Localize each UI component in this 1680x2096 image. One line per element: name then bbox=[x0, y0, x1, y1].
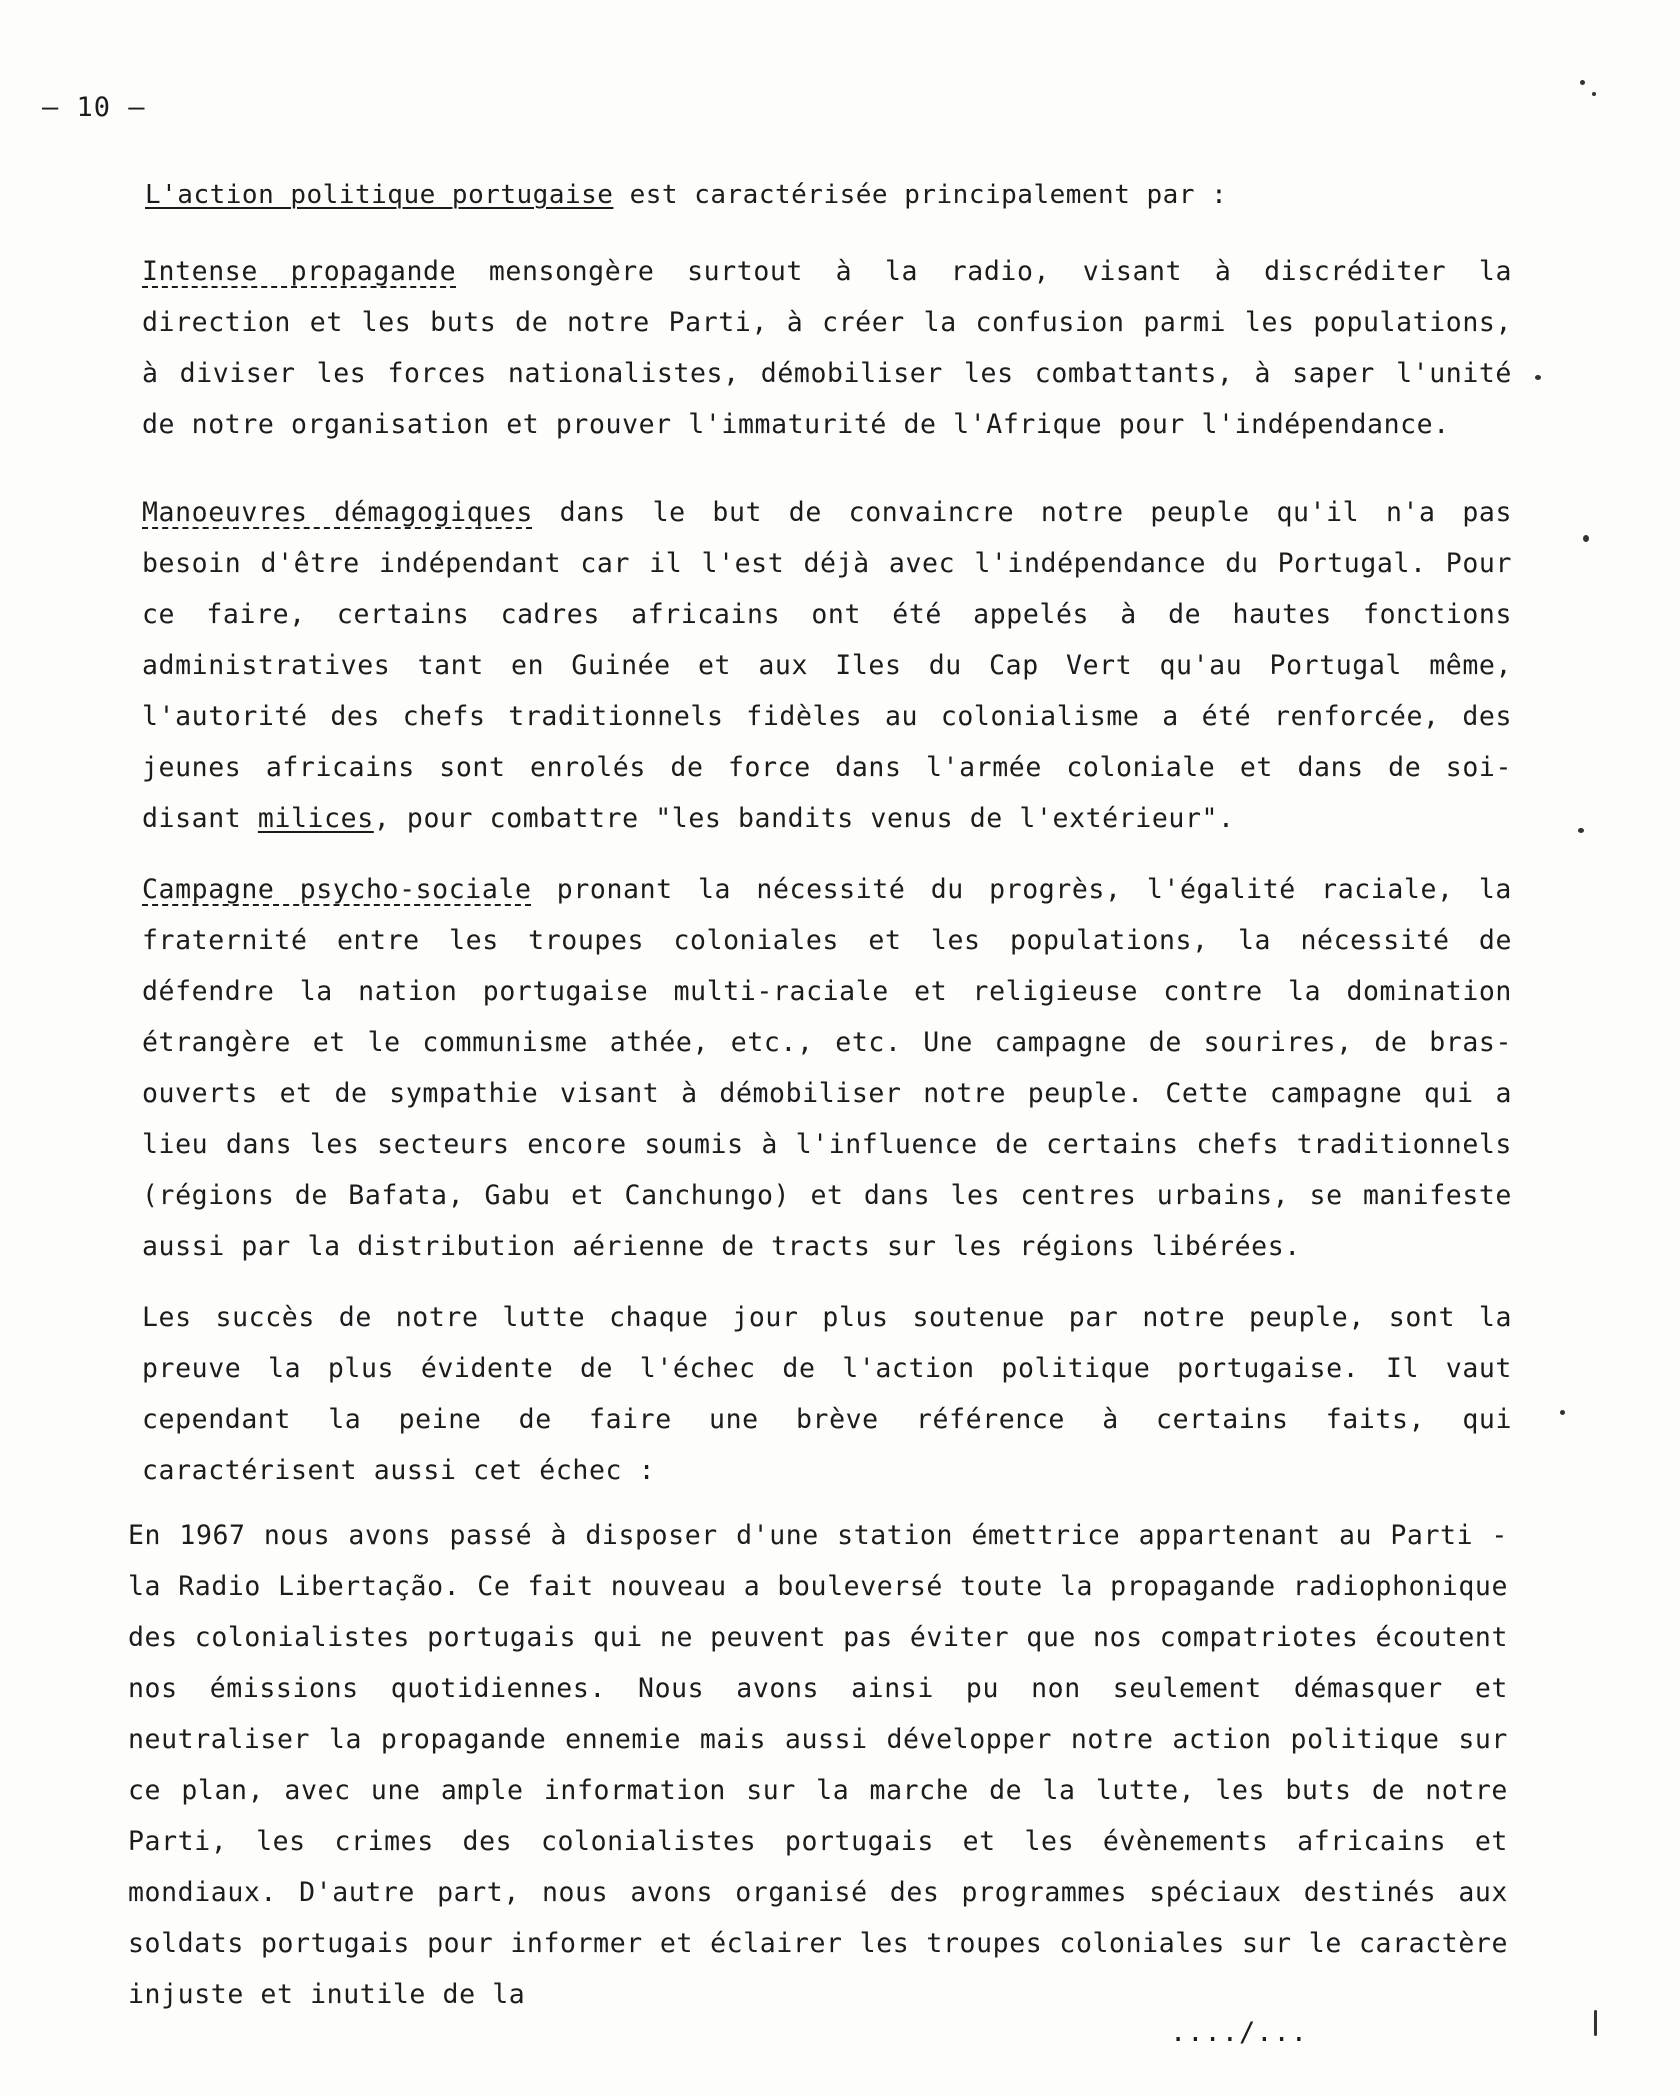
scan-speck bbox=[1578, 828, 1584, 833]
page-number: — 10 — bbox=[42, 92, 146, 123]
scan-speck bbox=[1583, 535, 1589, 542]
section-heading bbox=[145, 180, 1505, 210]
paragraph-text-after: , pour combattre "les bandits venus de l'extérieur". bbox=[373, 803, 1235, 834]
paragraph-text: dans le but de convaincre notre peuple qu'il n'a pas besoin d'être indépendant car il l'est déjà avec l'indépendance du Portugal. Pour ce faire, certains cadres africains ont été appelés à de hautes fonctions administratives tant en Guinée et aux Iles du Cap Vert qu'au Portugal même, l'autorité des chefs traditionnels fidèles au colonialisme a été renforcée, des jeunes africains sont enrolés de force dans l'armée coloniale et dans de soi-disant bbox=[142, 497, 1512, 834]
paragraph-lead: Intense propagande bbox=[142, 256, 457, 287]
paragraph-manoeuvres bbox=[142, 487, 1512, 844]
scan-speck bbox=[1535, 375, 1541, 380]
scan-speck bbox=[1592, 92, 1596, 96]
paragraph-text: En 1967 nous avons passé à disposer d'une station émettrice appartenant au Parti - la Radio Libertação. Ce fait nouveau a bouleversé toute la propagande radiophonique des colonialistes portugais qui ne peuvent pas éviter que nos compatriotes écoutent nos émissions quotidiennes. Nous avons ainsi pu non seulement démasquer et neutraliser la propagande ennemie mais aussi développer notre action politique sur ce plan, avec une ample information sur la marche de la lutte, les buts de notre Parti, les crimes des colonialistes portugais et les évènements africains et mondiaux. D'autre part, nous avons organisé des programmes spéciaux destinés aux soldats portugais pour informer et éclairer les troupes coloniales sur le caractère injuste et inutile de la bbox=[128, 1520, 1508, 2010]
paragraph-text: Les succès de notre lutte chaque jour plus soutenue par notre peuple, sont la preuve la plus évidente de l'échec de l'action politique portugaise. Il vaut cependant la peine de faire une brève référence à certains faits, qui caractérisent aussi cet échec : bbox=[142, 1302, 1512, 1486]
scan-speck bbox=[1580, 80, 1585, 85]
continuation-marker: ..../... bbox=[1170, 2017, 1309, 2048]
heading-underlined: L'action politique portugaise bbox=[145, 180, 614, 210]
scan-speck bbox=[1594, 2010, 1597, 2036]
underlined-word: milices bbox=[257, 803, 374, 834]
paragraph-radio bbox=[128, 1510, 1508, 2020]
scan-speck bbox=[1560, 1410, 1565, 1415]
paragraph-lead: Manoeuvres démagogiques bbox=[142, 497, 533, 528]
paragraph-lead: Campagne psycho-sociale bbox=[142, 874, 532, 905]
paragraph-succes bbox=[142, 1292, 1512, 1496]
heading-rest: est caractérisée principalement par : bbox=[613, 180, 1228, 210]
paragraph-propagande bbox=[142, 246, 1512, 450]
paragraph-text: mensongère surtout à la radio, visant à discréditer la direction et les buts de notre Parti, à créer la confusion parmi les populations, à diviser les forces nationalistes, démobiliser les combattants, à saper l'unité de notre organisation et prouver l'immaturité de l'Afrique pour l'indépendance. bbox=[142, 256, 1512, 440]
paragraph-text: pronant la nécessité du progrès, l'égalité raciale, la fraternité entre les troupes coloniales et les populations, la nécessité de défendre la nation portugaise multi-raciale et religieuse contre la domination étrangère et le communisme athée, etc., etc. Une campagne de sourires, de bras-ouverts et de sympathie visant à démobiliser notre peuple. Cette campagne qui a lieu dans les secteurs encore soumis à l'influence de certains chefs traditionnels (régions de Bafata, Gabu et Canchungo) et dans les centres urbains, se manifeste aussi par la distribution aérienne de tracts sur les régions libérées. bbox=[142, 874, 1512, 1262]
paragraph-campagne bbox=[142, 864, 1512, 1272]
